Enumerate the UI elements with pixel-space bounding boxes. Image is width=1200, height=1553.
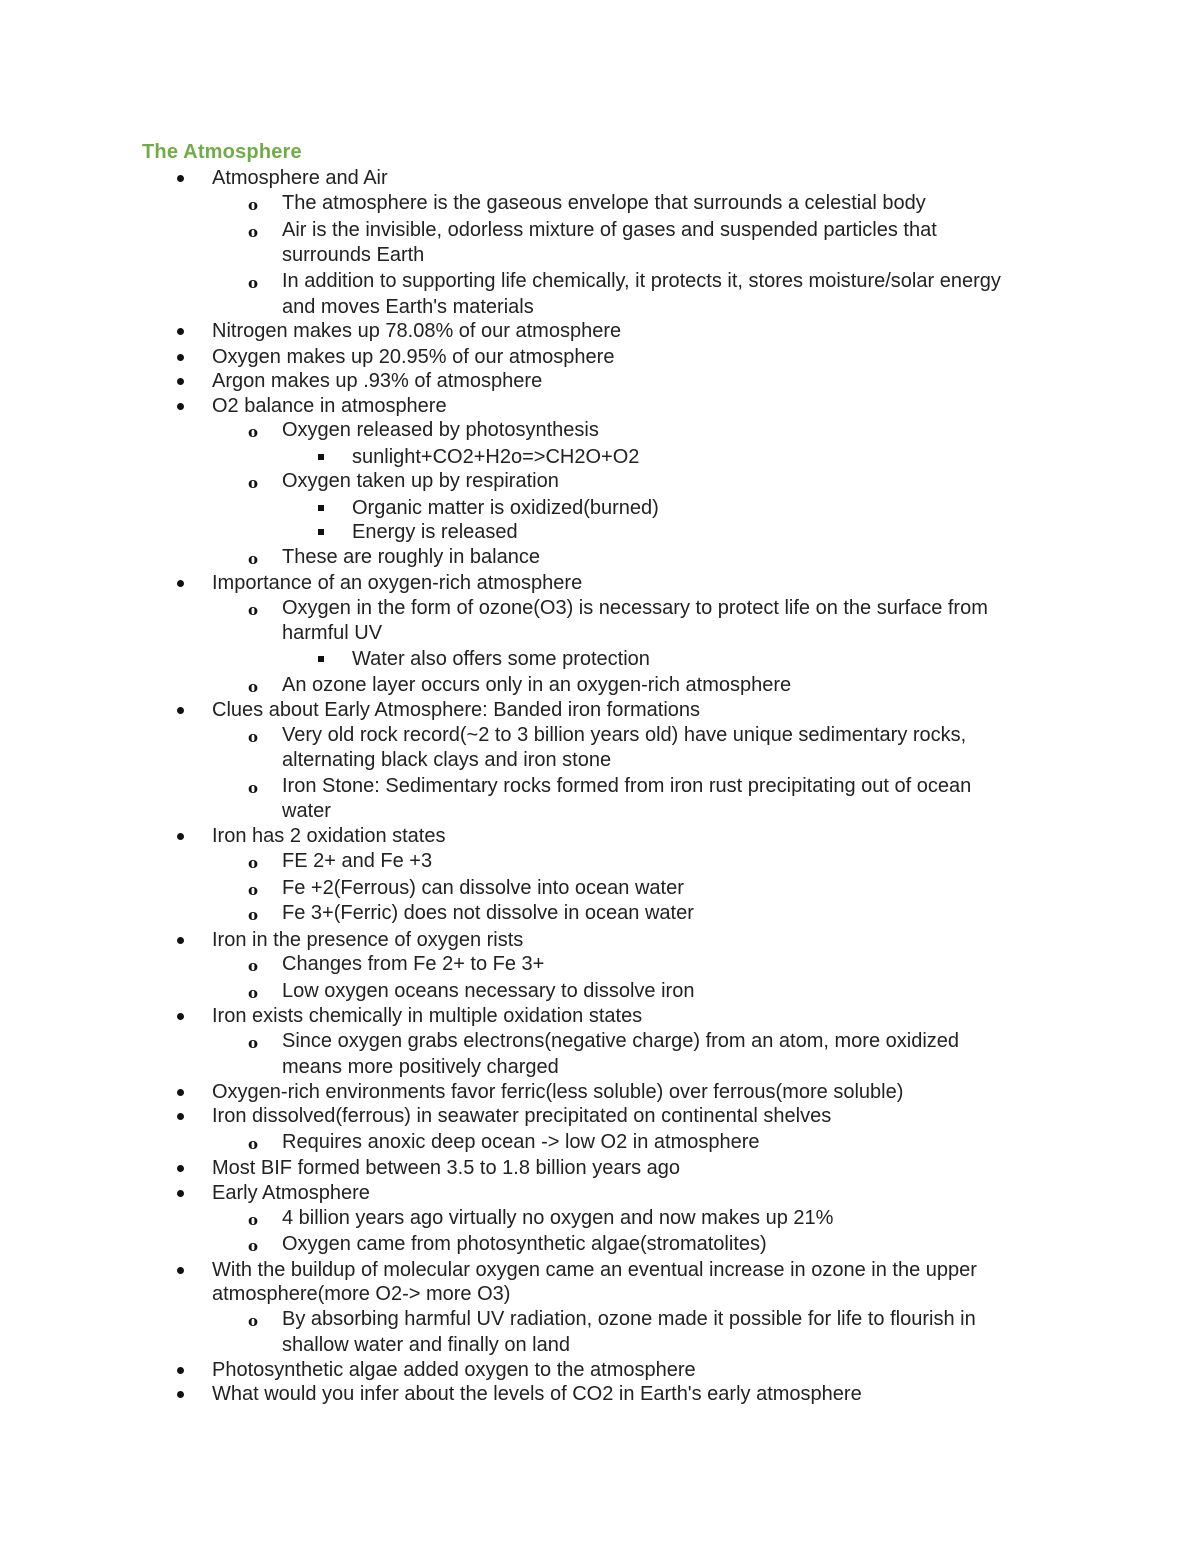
outline-item-level-2: Oxygen came from photosynthetic algae(stromatolites) (282, 1233, 767, 1255)
round-bullet-icon (177, 1190, 184, 1197)
circle-bullet-icon: o (248, 1312, 259, 1330)
outline-item-level-2: In addition to supporting life chemically, it protects it, stores moisture/solar energy (282, 270, 1001, 292)
round-bullet-icon (177, 937, 184, 944)
outline-item-level-1: Clues about Early Atmosphere: Banded iron formations (212, 699, 701, 721)
outline-item-level-1: With the buildup of molecular oxygen came an eventual increase in ozone in the upper (212, 1259, 977, 1281)
outline-item-level-1: Iron has 2 oxidation states (212, 825, 446, 847)
circle-bullet-icon: o (248, 906, 259, 924)
square-bullet-icon (318, 529, 324, 535)
outline-item-level-2: surrounds Earth (282, 244, 425, 266)
outline-item-level-1: atmosphere(more O2-> more O3) (212, 1283, 511, 1305)
outline-item-level-2: By absorbing harmful UV radiation, ozone made it possible for life to flourish in (282, 1308, 976, 1330)
outline-item-level-2: 4 billion years ago virtually no oxygen and now makes up 21% (282, 1207, 834, 1229)
outline-item-level-2: alternating black clays and iron stone (282, 749, 612, 771)
outline-item-level-1: What would you infer about the levels of CO2 in Earth's early atmosphere (212, 1383, 862, 1405)
circle-bullet-icon: o (248, 779, 259, 797)
round-bullet-icon (177, 378, 184, 385)
round-bullet-icon (177, 1165, 184, 1172)
circle-bullet-icon: o (248, 678, 259, 696)
outline-item-level-2: and moves Earth's materials (282, 296, 534, 318)
outline-item-level-2: Changes from Fe 2+ to Fe 3+ (282, 953, 545, 975)
round-bullet-icon (177, 833, 184, 840)
outline-item-level-3: Organic matter is oxidized(burned) (352, 497, 659, 519)
round-bullet-icon (177, 1113, 184, 1120)
outline-item-level-1: Atmosphere and Air (212, 167, 388, 189)
round-bullet-icon (177, 1267, 184, 1274)
circle-bullet-icon: o (248, 223, 259, 241)
round-bullet-icon (177, 1013, 184, 1020)
outline-item-level-2: Very old rock record(~2 to 3 billion years old) have unique sedimentary rocks, (282, 724, 967, 746)
circle-bullet-icon: o (248, 474, 259, 492)
circle-bullet-icon: o (248, 601, 259, 619)
outline-item-level-2: Since oxygen grabs electrons(negative charge) from an atom, more oxidized (282, 1030, 960, 1052)
outline-item-level-1: Importance of an oxygen-rich atmosphere (212, 572, 583, 594)
round-bullet-icon (177, 354, 184, 361)
outline-item-level-2: harmful UV (282, 622, 383, 644)
outline-item-level-1: Oxygen makes up 20.95% of our atmosphere (212, 346, 615, 368)
outline-item-level-2: Fe +2(Ferrous) can dissolve into ocean water (282, 877, 684, 899)
round-bullet-icon (177, 707, 184, 714)
outline-item-level-2: Requires anoxic deep ocean -> low O2 in atmosphere (282, 1131, 760, 1153)
outline-item-level-1: Early Atmosphere (212, 1182, 370, 1204)
outline-item-level-2: Oxygen in the form of ozone(O3) is necessary to protect life on the surface from (282, 597, 988, 619)
circle-bullet-icon: o (248, 550, 259, 568)
outline-item-level-1: Iron in the presence of oxygen rists (212, 929, 524, 951)
outline-item-level-2: Fe 3+(Ferric) does not dissolve in ocean water (282, 902, 694, 924)
square-bullet-icon (318, 656, 324, 662)
outline-item-level-2: means more positively charged (282, 1056, 559, 1078)
round-bullet-icon (177, 175, 184, 182)
outline-item-level-2: water (282, 800, 331, 822)
circle-bullet-icon: o (248, 423, 259, 441)
outline-item-level-1: Argon makes up .93% of atmosphere (212, 370, 543, 392)
outline-item-level-2: The atmosphere is the gaseous envelope that surrounds a celestial body (282, 192, 926, 214)
outline-item-level-2: Iron Stone: Sedimentary rocks formed from iron rust precipitating out of ocean (282, 775, 972, 797)
outline-item-level-1: Nitrogen makes up 78.08% of our atmosphere (212, 320, 622, 342)
outline-item-level-1: Iron exists chemically in multiple oxidation states (212, 1005, 643, 1027)
round-bullet-icon (177, 1367, 184, 1374)
circle-bullet-icon: o (248, 196, 259, 214)
round-bullet-icon (177, 403, 184, 410)
outline-item-level-2: FE 2+ and Fe +3 (282, 850, 433, 872)
outline-item-level-1: Oxygen-rich environments favor ferric(less soluble) over ferrous(more soluble) (212, 1081, 904, 1103)
round-bullet-icon (177, 580, 184, 587)
outline-item-level-1: Iron dissolved(ferrous) in seawater precipitated on continental shelves (212, 1105, 832, 1127)
outline-item-level-2: An ozone layer occurs only in an oxygen-rich atmosphere (282, 674, 792, 696)
outline-item-level-2: Oxygen released by photosynthesis (282, 419, 599, 441)
square-bullet-icon (318, 454, 324, 460)
outline-item-level-2: Low oxygen oceans necessary to dissolve iron (282, 980, 695, 1002)
outline-item-level-3: Water also offers some protection (352, 648, 650, 670)
circle-bullet-icon: o (248, 854, 259, 872)
circle-bullet-icon: o (248, 1211, 259, 1229)
circle-bullet-icon: o (248, 1237, 259, 1255)
outline-item-level-2: shallow water and finally on land (282, 1334, 570, 1356)
round-bullet-icon (177, 1391, 184, 1398)
round-bullet-icon (177, 328, 184, 335)
round-bullet-icon (177, 1089, 184, 1096)
circle-bullet-icon: o (248, 957, 259, 975)
outline-item-level-1: Photosynthetic algae added oxygen to the atmosphere (212, 1359, 696, 1381)
outline-item-level-3: Energy is released (352, 521, 518, 543)
circle-bullet-icon: o (248, 984, 259, 1002)
outline-item-level-2: Air is the invisible, odorless mixture of gases and suspended particles that (282, 219, 937, 241)
outline-item-level-1: O2 balance in atmosphere (212, 395, 447, 417)
outline-item-level-2: Oxygen taken up by respiration (282, 470, 559, 492)
outline-item-level-1: Most BIF formed between 3.5 to 1.8 billion years ago (212, 1157, 681, 1179)
document-title: The Atmosphere (142, 141, 302, 163)
circle-bullet-icon: o (248, 1034, 259, 1052)
circle-bullet-icon: o (248, 274, 259, 292)
outline-item-level-3: sunlight+CO2+H2o=>CH2O+O2 (352, 446, 640, 468)
circle-bullet-icon: o (248, 881, 259, 899)
square-bullet-icon (318, 505, 324, 511)
outline-item-level-2: These are roughly in balance (282, 546, 540, 568)
circle-bullet-icon: o (248, 1135, 259, 1153)
circle-bullet-icon: o (248, 728, 259, 746)
